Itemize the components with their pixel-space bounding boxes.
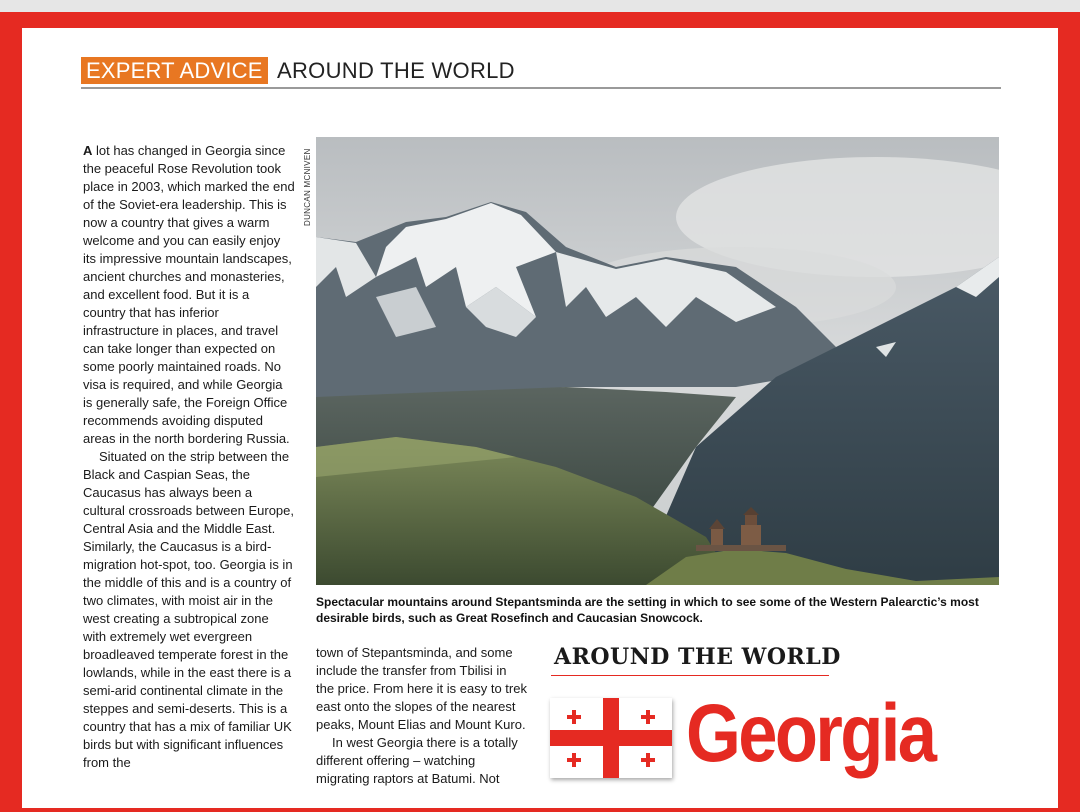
country-heading: Georgia (686, 688, 935, 779)
article-paragraph: town of Stepantsminda, and some include the transfer from Tbilisi in the price. From here it is easy to trek east onto the slopes of the nearest peaks, Mount Elias and Mount Kuro. (316, 645, 527, 732)
photo-credit (303, 138, 317, 228)
mountain-landscape-image (316, 137, 999, 585)
photo-credit-text: DUNCAN MCNIVEN (303, 148, 312, 226)
article-paragraph: In west Georgia there is a totally different offering – watching migrating raptors at Batumi. Not (316, 735, 518, 786)
feature-kicker: AROUND THE WORLD (554, 644, 841, 670)
paragraph-text: lot has changed in Georgia since the peaceful Rose Revolution took place in 2003, which marked the end of the Soviet-era leadership. This is now a country that gives a warm welcome and you can easily enjoy its impressive mountain landscapes, ancient churches and monasteries, and excellent food. But it is a country that has inferior infrastructure in places, and travel can take longer than expected on some poorly maintained roads. No visa is required, and while Georgia is generally safe, the Foreign Office recommends avoiding disputed areas in the north bordering Russia. (83, 143, 295, 446)
photo-caption: Spectacular mountains around Stepantsminda are the setting in which to see some of the Western Palearctic’s most desirable birds, such as Great Rosefinch and Caucasian Snowcock. (316, 595, 979, 625)
section-tag: EXPERT ADVICE (81, 57, 268, 84)
page-header (81, 57, 1001, 89)
georgia-flag-icon (550, 698, 672, 778)
article-paragraph (83, 142, 295, 448)
article-column-1 (83, 142, 295, 772)
header-divider (81, 87, 1001, 89)
mountain-photo (316, 137, 999, 585)
feature-kicker-underline (551, 675, 829, 676)
article-paragraph: Situated on the strip between the Black and Caspian Seas, the Caucasus has always been a cultural crossroads between Europe, Central Asia and the Middle East. Similarly, the Caucasus is a bird-migration hot-spot, too. Georgia is in the middle of this and is a country of two climates, with moist air in the west creating a subtropical zone with extremely wet evergreen broadleaved temperate forest in the lowlands, while in the east there is a semi-arid continental climate in the steppes and semi-deserts. This is a country that has a mix of familiar UK birds but with significant influences from the (83, 449, 295, 770)
magazine-page (22, 28, 1058, 808)
drop-cap: A (83, 143, 93, 158)
article-column-2 (316, 644, 528, 788)
section-title: AROUND THE WORLD (277, 58, 515, 83)
